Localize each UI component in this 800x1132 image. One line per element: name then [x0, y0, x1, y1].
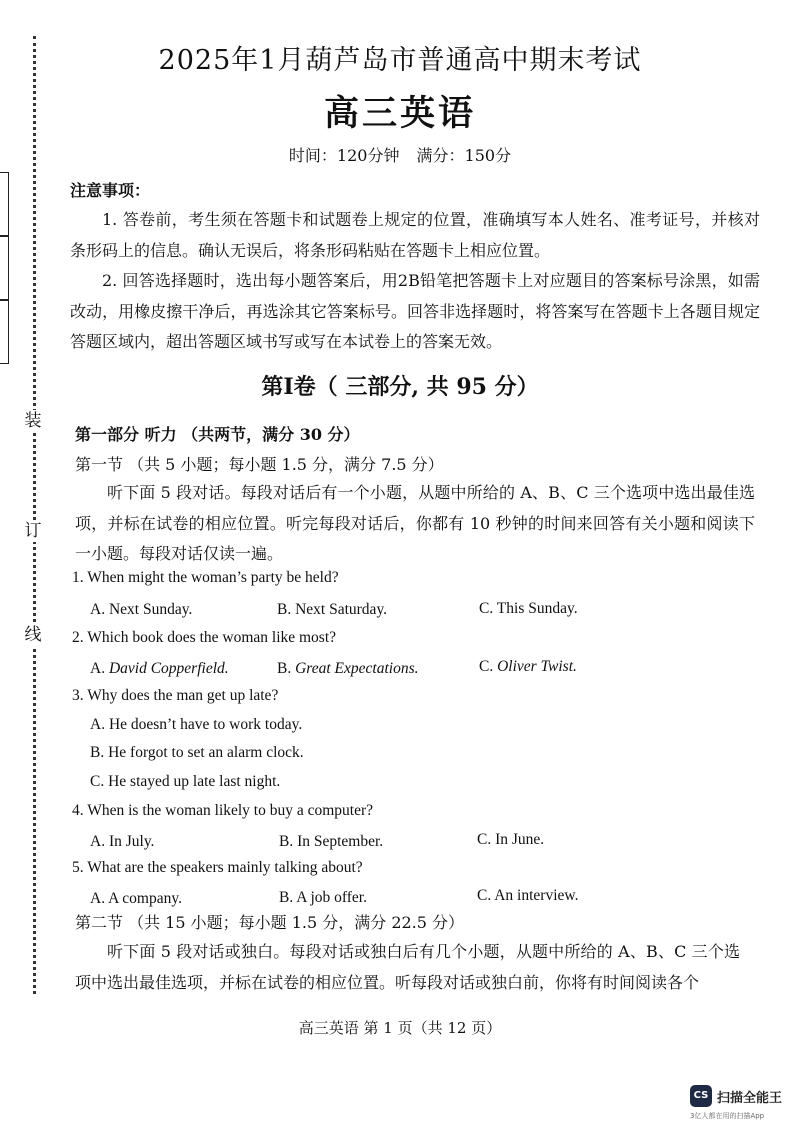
- volume-title: 第Ⅰ卷（ 三部分, 共 95 分）: [261, 374, 539, 400]
- binding-label: 线: [22, 624, 44, 646]
- section2-instruction: 听下面 5 段对话或独白。每段对话或独白后有几个小题，从题中所给的 A、B、C 三个选项中选出最佳选项，并标在试卷的相应位置。听每段对话或独白前，你将有时间阅读各个: [75, 942, 740, 992]
- watermark-tagline: 3亿人都在用的扫描App: [690, 1112, 765, 1120]
- section2-title: 第二节 （共 15 小题；每小题 1.5 分，满分 22.5 分）: [75, 913, 465, 932]
- binding-dotted-line: [33, 36, 36, 994]
- question-2-option-a: A. David Copperfield.: [90, 660, 229, 677]
- exam-time-score: [0, 143, 800, 166]
- question-5-stem: 5. What are the speakers mainly talking about?: [72, 859, 363, 876]
- question-2-option-c: C. Oliver Twist.: [479, 658, 577, 675]
- subject-title: 高三英语: [323, 93, 476, 134]
- question-1-option-a: A. Next Sunday.: [90, 601, 193, 618]
- notice-heading: 注意事项：: [70, 181, 151, 200]
- question-4-option-b: B. In September.: [279, 833, 384, 850]
- question-4-option-a: A. In July.: [90, 833, 155, 850]
- camscanner-logo-icon: CS: [690, 1085, 712, 1107]
- question-3-option-b: B. He forgot to set an alarm clock.: [90, 744, 304, 761]
- section1-title: 第一节 （共 5 小题；每小题 1.5 分，满分 7.5 分）: [75, 455, 444, 474]
- question-1-option-c: C. This Sunday.: [479, 600, 578, 617]
- binding-bracket: [0, 236, 9, 300]
- part1-title: 第一部分 听力 （共两节，满分 30 分）: [75, 425, 360, 444]
- exam-score: 满分：150分: [416, 146, 512, 165]
- question-4-option-c: C. In June.: [477, 831, 545, 848]
- notice-item-2: 2. 回答选择题时，选出每小题答案后，用2B铅笔把答题卡上对应题目的答案标号涂黑，如需改动，用橡皮擦干净后，再选涂其它答案标号。回答非选择题时，将答案写在答题卡上各题目规定答题区域内，超出答题区域书写或写在本试卷上的答案无效。: [70, 271, 760, 351]
- question-1-stem: 1. When might the woman’s party be held?: [72, 569, 339, 586]
- question-5-option-b: B. A job offer.: [279, 889, 367, 906]
- question-5-option-a: A. A company.: [90, 890, 182, 907]
- question-4-stem: 4. When is the woman likely to buy a computer?: [72, 802, 374, 819]
- binding-label: 订: [22, 520, 44, 542]
- binding-label: 装: [22, 410, 44, 432]
- question-2-option-b: B. Great Expectations.: [277, 660, 419, 677]
- question-2-stem: 2. Which book does the woman like most?: [72, 629, 337, 646]
- page-footer: 高三英语 第 1 页（共 12 页）: [298, 1019, 502, 1037]
- question-3-option-a: A. He doesn’t have to work today.: [90, 716, 303, 733]
- section1-instruction: 听下面 5 段对话。每段对话后有一个小题，从题中所给的 A、B、C 三个选项中选出最佳选项，并标在试卷的相应位置。听完每段对话后，你都有 10 秒钟的时间来回答有关小题和阅读下一小题。每段对话仅读一遍。: [75, 483, 755, 563]
- question-3-option-c: C. He stayed up late last night.: [90, 773, 281, 790]
- notice-item-1: 1. 答卷前，考生须在答题卡和试题卷上规定的位置，准确填写本人姓名、准考证号，并核对条形码上的信息。确认无误后，将条形码粘贴在答题卡上相应位置。: [70, 210, 760, 260]
- exam-title: 2025年1月葫芦岛市普通高中期末考试: [158, 45, 642, 76]
- binding-bracket: [0, 300, 9, 364]
- watermark-name: 扫描全能王: [717, 1091, 783, 1106]
- binding-bracket: [0, 172, 9, 236]
- exam-time: 时间：120分钟: [288, 146, 400, 165]
- question-1-option-b: B. Next Saturday.: [277, 601, 388, 618]
- question-3-stem: 3. Why does the man get up late?: [72, 687, 279, 704]
- question-5-option-c: C. An interview.: [477, 887, 579, 904]
